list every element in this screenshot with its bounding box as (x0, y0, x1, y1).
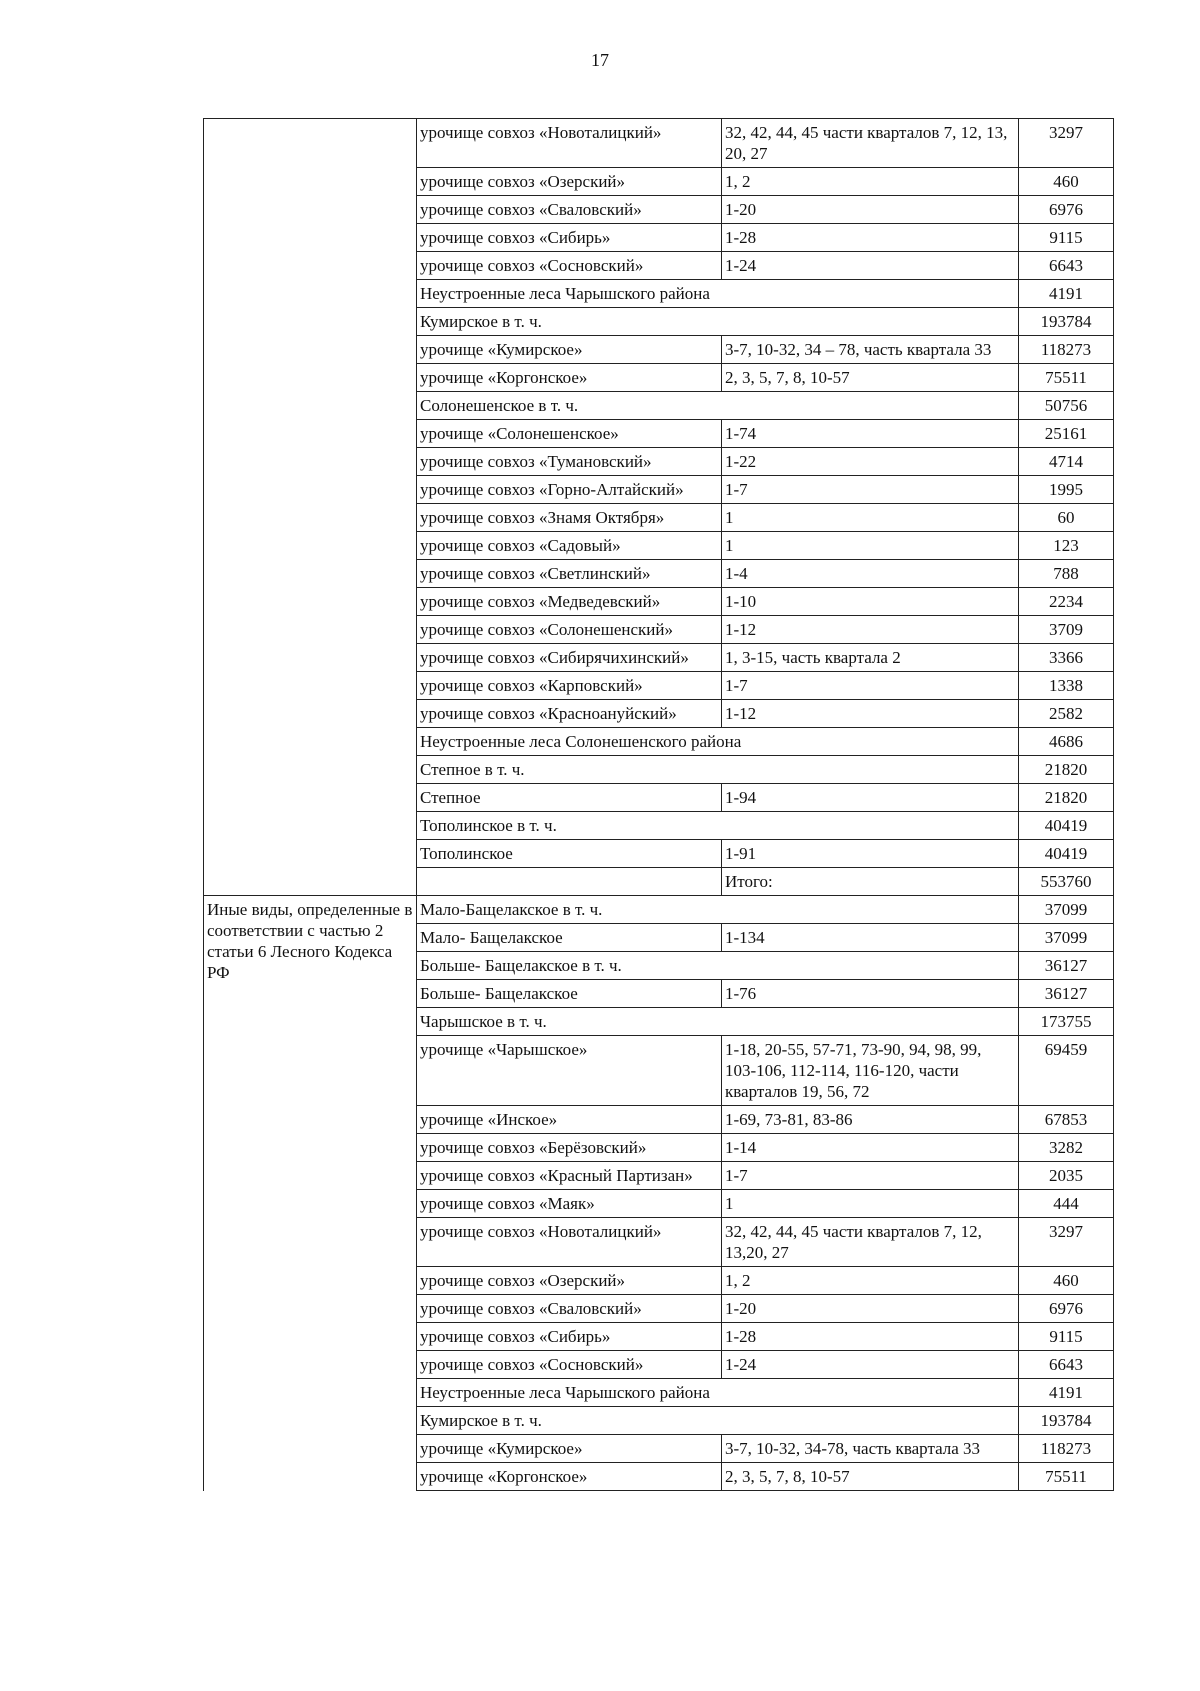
quarters-cell: 1-94 (722, 784, 1019, 812)
area-cell: 118273 (1019, 1435, 1114, 1463)
quarters-cell: 1, 2 (722, 1267, 1019, 1295)
quarters-cell: 1-74 (722, 420, 1019, 448)
quarters-cell: 3-7, 10-32, 34 – 78, часть квартала 33 (722, 336, 1019, 364)
area-cell: 75511 (1019, 1463, 1114, 1491)
area-cell: 3282 (1019, 1134, 1114, 1162)
forest-name-cell: урочище «Коргонское» (417, 1463, 722, 1491)
area-cell: 37099 (1019, 924, 1114, 952)
quarters-cell: 1-28 (722, 1323, 1019, 1351)
quarters-cell: 32, 42, 44, 45 части кварталов 7, 12, 13, 20, 27 (722, 119, 1019, 168)
quarters-cell: 1 (722, 532, 1019, 560)
area-cell: 25161 (1019, 420, 1114, 448)
area-cell: 40419 (1019, 812, 1114, 840)
forest-name-cell: урочище совхоз «Сваловский» (417, 1295, 722, 1323)
area-cell: 4191 (1019, 280, 1114, 308)
forest-name-cell: урочище совхоз «Озерский» (417, 168, 722, 196)
area-cell: 460 (1019, 168, 1114, 196)
area-cell: 6643 (1019, 252, 1114, 280)
forest-name-cell: урочище совхоз «Горно-Алтайский» (417, 476, 722, 504)
area-cell: 9115 (1019, 224, 1114, 252)
quarters-cell: 1-69, 73-81, 83-86 (722, 1106, 1019, 1134)
area-cell: 36127 (1019, 980, 1114, 1008)
area-cell: 3297 (1019, 1218, 1114, 1267)
forest-name-cell: урочище совхоз «Медведевский» (417, 588, 722, 616)
forest-name-cell: Тополинское в т. ч. (417, 812, 1019, 840)
quarters-cell: 1-10 (722, 588, 1019, 616)
forest-name-cell: урочище «Солонешенское» (417, 420, 722, 448)
area-cell: 553760 (1019, 868, 1114, 896)
forest-name-cell: Неустроенные леса Чарышского района (417, 280, 1019, 308)
forest-name-cell: урочище совхоз «Сибирь» (417, 1323, 722, 1351)
area-cell: 37099 (1019, 896, 1114, 924)
area-cell: 4714 (1019, 448, 1114, 476)
forest-name-cell: урочище совхоз «Сибирь» (417, 224, 722, 252)
area-cell: 1995 (1019, 476, 1114, 504)
forest-name-cell: урочище «Инское» (417, 1106, 722, 1134)
category-cell (204, 119, 417, 896)
forest-name-cell: урочище совхоз «Садовый» (417, 532, 722, 560)
quarters-cell: 1-7 (722, 1162, 1019, 1190)
forest-name-cell: урочище совхоз «Сибирячихинский» (417, 644, 722, 672)
quarters-cell: 1-20 (722, 196, 1019, 224)
quarters-cell: 2, 3, 5, 7, 8, 10-57 (722, 364, 1019, 392)
quarters-cell: 1 (722, 1190, 1019, 1218)
forest-name-cell: Степное в т. ч. (417, 756, 1019, 784)
area-cell: 3297 (1019, 119, 1114, 168)
forest-name-cell: урочище совхоз «Сосновский» (417, 1351, 722, 1379)
quarters-cell: 1-14 (722, 1134, 1019, 1162)
quarters-cell: 1-4 (722, 560, 1019, 588)
quarters-cell: 1-7 (722, 476, 1019, 504)
quarters-cell: 1 (722, 504, 1019, 532)
quarters-cell: 1-12 (722, 700, 1019, 728)
area-cell: 21820 (1019, 756, 1114, 784)
table-row (204, 119, 1114, 168)
quarters-cell: 1-18, 20-55, 57-71, 73-90, 94, 98, 99, 103-106, 112-114, 116-120, части кварталов 19, 56, 72 (722, 1036, 1019, 1106)
forest-name-cell: урочище «Чарышское» (417, 1036, 722, 1106)
area-cell: 173755 (1019, 1008, 1114, 1036)
area-cell: 60 (1019, 504, 1114, 532)
quarters-cell: 1-134 (722, 924, 1019, 952)
quarters-cell: 2, 3, 5, 7, 8, 10-57 (722, 1463, 1019, 1491)
area-cell: 4191 (1019, 1379, 1114, 1407)
area-cell: 118273 (1019, 336, 1114, 364)
forest-table (203, 118, 1114, 1491)
area-cell: 40419 (1019, 840, 1114, 868)
quarters-cell: 1-28 (722, 224, 1019, 252)
forest-name-cell: Неустроенные леса Солонешенского района (417, 728, 1019, 756)
forest-name-cell: Тополинское (417, 840, 722, 868)
forest-name-cell: урочище совхоз «Тумановский» (417, 448, 722, 476)
forest-name-cell: Кумирское в т. ч. (417, 1407, 1019, 1435)
quarters-cell: 1-7 (722, 672, 1019, 700)
quarters-cell: 1-22 (722, 448, 1019, 476)
forest-name-cell: урочище «Коргонское» (417, 364, 722, 392)
forest-name-cell: Неустроенные леса Чарышского района (417, 1379, 1019, 1407)
quarters-cell: 32, 42, 44, 45 части кварталов 7, 12, 13,20, 27 (722, 1218, 1019, 1267)
area-cell: 123 (1019, 532, 1114, 560)
forest-name-cell: урочище совхоз «Красноануйский» (417, 700, 722, 728)
forest-name-cell: урочище совхоз «Сосновский» (417, 252, 722, 280)
quarters-cell: 1-24 (722, 252, 1019, 280)
quarters-cell: Итого: (722, 868, 1019, 896)
forest-name-cell: Больше- Бащелакское (417, 980, 722, 1008)
forest-name-cell: Кумирское в т. ч. (417, 308, 1019, 336)
area-cell: 9115 (1019, 1323, 1114, 1351)
quarters-cell: 3-7, 10-32, 34-78, часть квартала 33 (722, 1435, 1019, 1463)
area-cell: 2035 (1019, 1162, 1114, 1190)
forest-table-body (204, 119, 1114, 1491)
forest-name-cell: Чарышское в т. ч. (417, 1008, 1019, 1036)
category-cell: Иные виды, определенные в соответствии с частью 2 статьи 6 Лесного Кодекса РФ (204, 896, 417, 1491)
forest-name-cell: урочище совхоз «Новоталицкий» (417, 1218, 722, 1267)
page-number: 17 (591, 50, 609, 70)
area-cell: 75511 (1019, 364, 1114, 392)
area-cell: 1338 (1019, 672, 1114, 700)
quarters-cell: 1, 3-15, часть квартала 2 (722, 644, 1019, 672)
area-cell: 21820 (1019, 784, 1114, 812)
forest-name-cell: Мало- Бащелакское (417, 924, 722, 952)
quarters-cell: 1-12 (722, 616, 1019, 644)
forest-name-cell: Больше- Бащелакское в т. ч. (417, 952, 1019, 980)
forest-name-cell: Солонешенское в т. ч. (417, 392, 1019, 420)
quarters-cell: 1-20 (722, 1295, 1019, 1323)
area-cell: 2582 (1019, 700, 1114, 728)
area-cell: 788 (1019, 560, 1114, 588)
forest-name-cell: урочище совхоз «Сваловский» (417, 196, 722, 224)
forest-name-cell (417, 868, 722, 896)
area-cell: 50756 (1019, 392, 1114, 420)
forest-name-cell: урочище совхоз «Красный Партизан» (417, 1162, 722, 1190)
area-cell: 67853 (1019, 1106, 1114, 1134)
forest-name-cell: урочище совхоз «Озерский» (417, 1267, 722, 1295)
area-cell: 2234 (1019, 588, 1114, 616)
forest-name-cell: урочище совхоз «Знамя Октября» (417, 504, 722, 532)
table-row (204, 896, 1114, 924)
forest-name-cell: урочище совхоз «Карповский» (417, 672, 722, 700)
area-cell: 444 (1019, 1190, 1114, 1218)
quarters-cell: 1, 2 (722, 168, 1019, 196)
forest-name-cell: урочище «Кумирское» (417, 336, 722, 364)
area-cell: 193784 (1019, 1407, 1114, 1435)
forest-name-cell: Степное (417, 784, 722, 812)
area-cell: 6976 (1019, 1295, 1114, 1323)
forest-name-cell: урочище совхоз «Новоталицкий» (417, 119, 722, 168)
forest-name-cell: Мало-Бащелакское в т. ч. (417, 896, 1019, 924)
area-cell: 460 (1019, 1267, 1114, 1295)
forest-name-cell: урочище совхоз «Маяк» (417, 1190, 722, 1218)
area-cell: 6976 (1019, 196, 1114, 224)
forest-name-cell: урочище совхоз «Светлинский» (417, 560, 722, 588)
area-cell: 3366 (1019, 644, 1114, 672)
quarters-cell: 1-24 (722, 1351, 1019, 1379)
quarters-cell: 1-76 (722, 980, 1019, 1008)
area-cell: 6643 (1019, 1351, 1114, 1379)
forest-name-cell: урочище «Кумирское» (417, 1435, 722, 1463)
forest-name-cell: урочище совхоз «Солонешенский» (417, 616, 722, 644)
area-cell: 3709 (1019, 616, 1114, 644)
area-cell: 4686 (1019, 728, 1114, 756)
forest-name-cell: урочище совхоз «Берёзовский» (417, 1134, 722, 1162)
quarters-cell: 1-91 (722, 840, 1019, 868)
area-cell: 36127 (1019, 952, 1114, 980)
area-cell: 69459 (1019, 1036, 1114, 1106)
area-cell: 193784 (1019, 308, 1114, 336)
